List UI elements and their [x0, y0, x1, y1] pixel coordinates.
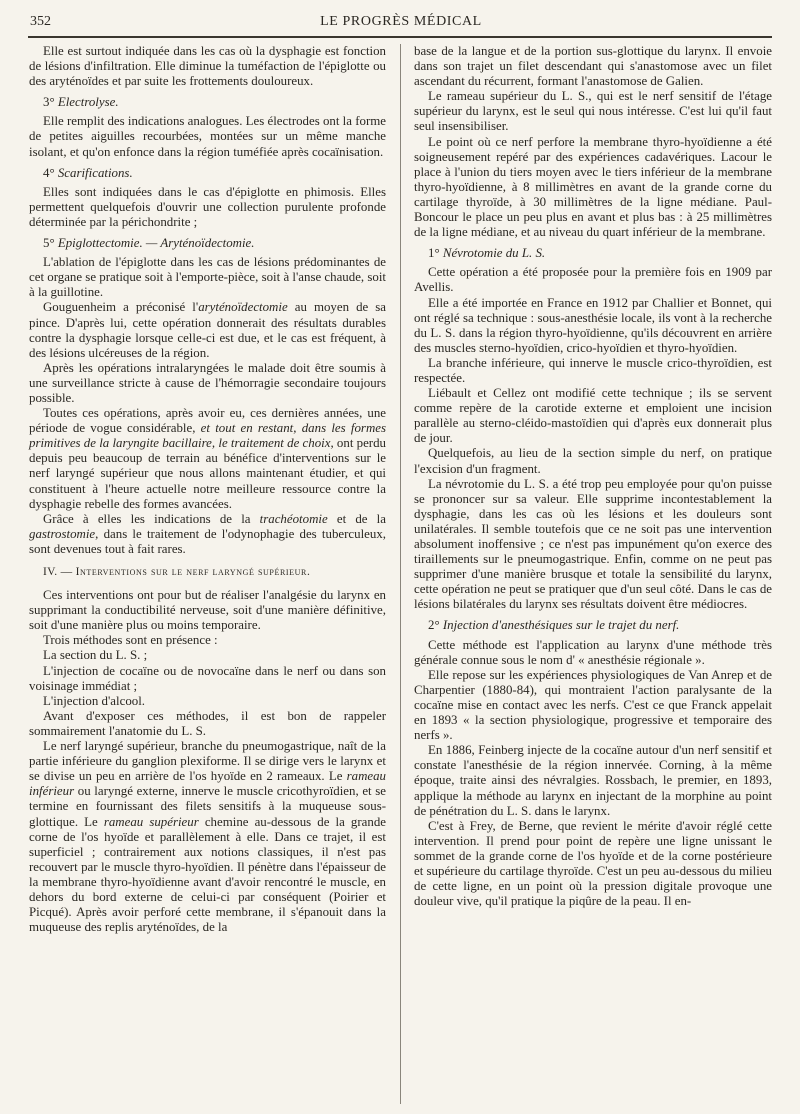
left-column: [29, 44, 386, 935]
paragraph: Elle a été importée en France en 1912 par Challier et Bonnet, qui ont réglé sa technique : sous-anesthésie locale, ils vont à la recherche du L. S. dans la région thyro-hyoïdienne, qu'ils découvrent en arrière des muscles sterno-hyoïdien, crico-hyoïdien et thyro-hyoïdien.: [414, 295, 772, 355]
paragraph: Toutes ces opérations, après avoir eu, ces dernières années, une période de vogue considérable, et tout en restant, dans les formes primitives de la laryngite bacillaire, le traitement de choix, ont perdu depuis peu beaucoup de terrain au bénéfice d'interventions sur le nerf laryngé supérieur que nous allons maintenant étudier, et qui constituent à l'heure actuelle notre meilleure ressource contre la dysphagie rebelle des formes avancées.: [29, 406, 386, 511]
page-header: [30, 14, 772, 36]
paragraph: Elle repose sur les expériences physiologiques de Van Anrep et de Charpentier (1880-84), qui montraient l'action paralysante de la cocaïne mise en contact avec les nerfs. C'est ce que Franck appelait en 1893 « la section physiologique, progressive et temporaire des nerfs ».: [414, 667, 772, 743]
subheading-text: Electrolyse.: [57, 95, 119, 110]
list-item: L'injection de cocaïne ou de novocaïne dans le nerf ou dans son voisinage immédiat ;: [29, 663, 386, 693]
paragraph: En 1886, Feinberg injecte de la cocaïne autour d'un nerf sensitif et constate l'anesthésie de la région innervée. Corning, à la même époque, traite ainsi des névralgies. Rossbach, le premier, en 1893, applique la méthode au larynx en injectant de la morphine au point de pénétration du L. S. dans le larynx.: [414, 743, 772, 818]
subheading-number: 3°: [43, 95, 55, 110]
subheading-text: Scarifications.: [57, 165, 133, 180]
subheading-text: Epiglottectomie. — Aryténoïdectomie.: [57, 236, 255, 251]
subheading-text: Injection d'anesthésiques sur le trajet du nerf.: [442, 618, 680, 633]
header-rule: [28, 36, 772, 38]
subheading-number: 5°: [43, 236, 55, 251]
subheading-injection: [414, 618, 772, 633]
subheading-text: Névrotomie du L. S.: [442, 246, 546, 261]
paragraph: Cette opération a été proposée pour la première fois en 1909 par Avellis.: [414, 265, 772, 295]
paragraph: Gouguenheim a préconisé l'aryténoïdectomie au moyen de sa pince. D'après lui, cette opération donnerait des résultats durables contre la dysphagie lorsque celle-ci est due, et le cas est fréquent, à des lésions ulcéreuses de la région.: [29, 300, 387, 360]
section-number: IV. —: [43, 566, 73, 578]
subheading-number: 4°: [43, 165, 55, 180]
paragraph: Le point où ce nerf perfore la membrane thyro-hyoïdienne a été soigneusement repéré par des expériences cadavériques. Lacour le place à l'union du tiers moyen avec le tiers inférieur de la membrane thyro-hyoïdienne, à 8 millimètres en avant de la grande corne du cartilage thyroïde, à 30 millimètres de la ligne médiane. Paul-Boncour le place un peu plus en avant et plus bas : à 25 millimètres de la ligne médiane, et au niveau du quart inférieur de la membrane.: [414, 134, 772, 240]
subheading-scarifications: [29, 166, 386, 181]
paragraph: C'est à Frey, de Berne, que revient le mérite d'avoir réglé cette intervention. Il prend pour point de repère une ligne unissant le sommet de la grande corne de l'os hyoïde et de la corne postérieure et supérieure du cartilage thyroïde. C'est un peu au-dessous du milieu de cette ligne, en un point où la pression digitale provoque une douleur vive, qu'il pratique la piqûre de la peau. Il en-: [414, 818, 772, 909]
paragraph: Elle est surtout indiquée dans les cas où la dysphagie est fonction de lésions d'infiltration. Elle diminue la tuméfaction de l'épiglotte ou des aryténoïdes et par suite les frottements douloureux.: [29, 44, 386, 89]
column-divider: [400, 44, 401, 1104]
subheading-electrolyse: [29, 95, 386, 110]
section-title: Interventions sur le nerf laryngé supérieur.: [75, 566, 311, 578]
paragraph: L'ablation de l'épiglotte dans les cas de lésions prédominantes de cet organe se pratique soit à l'emporte-pièce, soit à l'anse chaude, soit à la guillotine.: [29, 255, 386, 300]
page-number: 352: [30, 14, 51, 29]
paragraph: Cette méthode est l'application au larynx d'une méthode très générale connue sous le nom d' « anesthésie régionale ».: [414, 637, 772, 667]
paragraph: Le nerf laryngé supérieur, branche du pneumogastrique, naît de la partie inférieure du ganglion plexiforme. Il se dirige vers le larynx et se divise un peu en arrière de l'os hyoïde en 2 rameaux. Le rameau inférieur ou laryngé externe, innerve le muscle cricothyroïdien, et se termine en fournissant des filets sensitifs à la muqueuse sous-glottique. Le rameau supérieur chemine au-dessous de la grande corne de l'os hyoïde et parallèlement à elle. Dans ce trajet, il est superficiel ; contrairement aux notions classiques, il n'est pas recouvert par le muscle thyro-hyoïdien. Il pénètre dans l'épaisseur de la membrane thyro-hyoïdienne avant d'avoir rencontré le muscle, en dehors du bord externe de celui-ci par conséquent (Poirier et Picqué). Après avoir perforé cette membrane, il s'épanouit dans la muqueuse des replis aryténoïdes, de la: [29, 739, 386, 935]
paragraph: La névrotomie du L. S. a été trop peu employée pour qu'on puisse se prononcer sur sa valeur. Elle supprime incontestablement la dysphagie, dans les cas où les lésions et les douleurs sont unilatérales. Il semble toutefois que ce ne soit pas une intervention absolument inoffensive ; ce n'est pas impunément qu'on exerce des tiraillements sur le pneumogastrique. Enfin, comme on ne peut pas supprimer d'une manière brusque et totale la sensibilité du larynx, cette opération ne peut se pratiquer que d'un seul côté. Dans le cas de lésions bilatérales du larynx ses résultats doivent être médiocres.: [414, 476, 772, 612]
paragraph: base de la langue et de la portion sus-glottique du larynx. Il envoie dans son trajet un filet descendant qui s'anastomose avec un filet ascendant du récurrent, formant l'anastomose de Galien.: [414, 44, 772, 89]
list-item: L'injection d'alcool.: [43, 693, 146, 708]
paragraph: Le rameau supérieur du L. S., qui est le nerf sensitif de l'étage supérieur du larynx, est le seul qui nous intéresse. C'est lui qu'il faut seul insensibiliser.: [414, 89, 772, 134]
paragraph: Trois méthodes sont en présence :: [43, 633, 218, 648]
subheading-number: 2°: [428, 618, 440, 633]
subheading-epiglottectomie: [29, 236, 386, 251]
journal-title: LE PROGRÈS MÉDICAL: [320, 14, 482, 29]
section-heading: [29, 565, 386, 580]
paragraph: Ces interventions ont pour but de réaliser l'analgésie du larynx en supprimant la conductibilité nerveuse, soit d'une manière définitive, soit d'une manière plus ou moins temporaire.: [29, 588, 386, 633]
paragraph: Grâce à elles les indications de la trachéotomie et de la gastrostomie, dans le traitement de l'odynophagie des tuberculeux, sont devenues tout à fait rares.: [29, 511, 386, 556]
paragraph: Elle remplit des indications analogues. Les électrodes ont la forme de petites aiguilles recourbées, montées sur un même manche isolant, et qu'on enfonce dans la région tuméfiée après cocaïnisation.: [29, 114, 386, 159]
list-item: La section du L. S. ;: [43, 648, 148, 663]
paragraph: La branche inférieure, qui innerve le muscle crico-thyroïdien, est respectée.: [414, 355, 772, 385]
subheading-number: 1°: [428, 246, 440, 261]
paragraph: Quelquefois, au lieu de la section simple du nerf, on pratique l'excision d'un fragment.: [414, 446, 772, 476]
paragraph: Elles sont indiquées dans le cas d'épiglotte en phimosis. Elles permettent quelquefois d'ouvrir une collection purulente profonde déterminée par la périchondrite ;: [29, 184, 386, 229]
paragraph: Avant d'exposer ces méthodes, il est bon de rappeler sommairement l'anatomie du L. S.: [29, 708, 386, 738]
subheading-nevrotomie: [414, 246, 772, 261]
right-column: [414, 44, 772, 909]
paragraph: Liébault et Cellez ont modifié cette technique ; ils se servent comme repère de la carotide externe et emploient une incision parallèle au sterno-cléido-mastoïdien qui d'après eux donnerait plus de jour.: [414, 386, 772, 446]
paragraph: Après les opérations intralaryngées le malade doit être soumis à une surveillance stricte à cause de l'hémorragie secondaire toujours possible.: [29, 360, 386, 405]
